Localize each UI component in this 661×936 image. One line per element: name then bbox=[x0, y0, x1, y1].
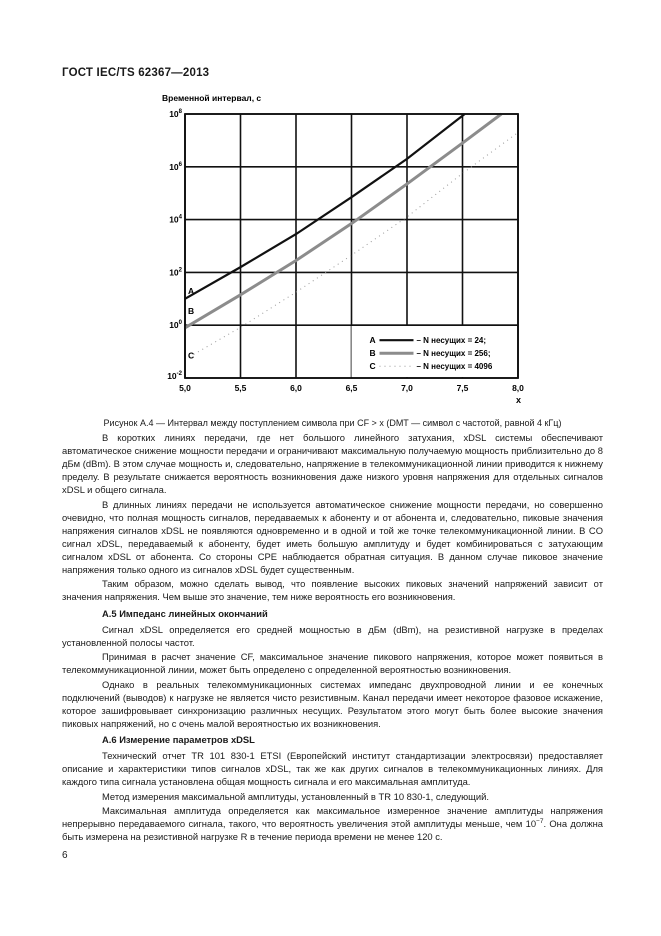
series-label-A: A bbox=[188, 285, 195, 296]
legend-key-C: C bbox=[369, 361, 376, 372]
legend-label-A: – N несущих = 24; bbox=[416, 336, 487, 346]
series-label-C: C bbox=[188, 350, 195, 361]
text: Максимальная амплитуда определяется как максимальное измеренное значение амплитуды напряжения непрерывно передаваемого сигнала, такого, что вероятность увеличения этой амплитуды меньше, чем 10 bbox=[62, 805, 603, 829]
x-tick-label: 6,5 bbox=[345, 383, 358, 393]
section-heading-a5: А.5 Импеданс линейных окончаний bbox=[102, 607, 268, 619]
paragraph: В коротких линиях передачи, где нет большого линейного затухания, xDSL системы обеспечивают автоматическое снижение мощности передачи и ограничивают максимальную получаемую мощность приблизительно до 8 дБм (dBm). В этом случае мощность и, следовательно, напряжение в телекоммуникационной линии приводится к нижнему пределу. В результате снижается вероятность возникновения даже низкого уровня напряжения для отдельных сигналов xDSL и общего сигнала. bbox=[62, 432, 603, 495]
y-tick-label: $10^2$ bbox=[169, 267, 182, 278]
y-tick-label: $10^0$ bbox=[169, 320, 182, 331]
text: . Она должна быть измерена на резистивной нагрузке R в течение периода времени не менее 120 с. bbox=[62, 818, 604, 842]
body-text bbox=[62, 431, 603, 862]
legend-key-A: A bbox=[369, 335, 376, 346]
x-tick-label: 5,0 bbox=[179, 383, 191, 393]
y-tick-label: $10^6$ bbox=[169, 161, 182, 172]
x-tick-label: 6,0 bbox=[290, 383, 302, 393]
series-line-A bbox=[185, 114, 465, 299]
legend-label-C: – N несущих = 4096 bbox=[416, 362, 493, 372]
series-label-B: B bbox=[188, 305, 195, 316]
legend-label-B: – N несущих = 256; bbox=[416, 349, 491, 359]
page-number: 6 bbox=[62, 850, 68, 861]
x-tick-label: 5,5 bbox=[234, 383, 247, 393]
paragraph: Технический отчет TR 101 830-1 ETSI (Европейский институт стандартизации электросвязи) предоставляет описание и характеристики типов сигналов xDSL, так же как других сигналов в телекоммуникационных линиях. Для каждого типа сигнала установлена общая мощность сигнала и его максимальная амплитуда. bbox=[62, 750, 603, 787]
x-tick-label: 7,0 bbox=[401, 383, 413, 393]
paragraph: Сигнал xDSL определяется его средней мощностью в дБм (dBm), на резистивной нагрузке в пределах установленной полосы частот. bbox=[62, 623, 603, 648]
series-line-B bbox=[185, 114, 501, 328]
document-header: ГОСТ IEC/TS 62367—2013 bbox=[62, 67, 210, 79]
y-tick-label: $10^{-2}$ bbox=[167, 371, 182, 381]
legend-key-B: B bbox=[369, 348, 376, 359]
exponent: −7 bbox=[536, 818, 544, 825]
paragraph: Метод измерения максимальной амплитуды, установленный в TR 10 830-1, следующий. bbox=[102, 790, 489, 802]
section-heading-a6: А.6 Измерение параметров xDSL bbox=[102, 734, 255, 745]
y-tick-label: $10^4$ bbox=[169, 214, 182, 225]
paragraph: Однако в реальных телекоммуникационных системах импеданс двухпроводной линии и ее конечных подключений (выводов) к нагрузке не является чисто резистивным. Канал передачи имеет некоторое фазовое искажение, которое зашифровывает синхронизацию различных несущих. Результатом этого могут быть более высокие значения пиковых напряжений, но с очень малой вероятностью их возникновения. bbox=[62, 678, 603, 729]
figure-caption: Рисунок А.4 — Интервал между поступлением символа при CF > x (DMT — символ с частотой, равной 4 кГц) bbox=[103, 418, 562, 428]
paragraph bbox=[62, 804, 603, 843]
chart bbox=[150, 85, 540, 407]
paragraph: Таким образом, можно сделать вывод, что появление высоких пиковых значений напряжений зависит от значения напряжения. Чем выше это значение, тем ниже вероятность его возникновения. bbox=[62, 578, 603, 602]
x-tick-label: 7,5 bbox=[456, 383, 469, 393]
paragraph: В длинных линиях передачи не используется автоматическое снижение мощности передачи, но совершенно очевидно, что полная мощность сигналов, передаваемых к абоненту и от абонента и, следовательно, пиковые значения напряжения сигналов xDSL не появляются одновременно и в одной и той же точке телекоммуникационной линии. В CO сигнал xDSL, передаваемый к абоненту, будет иметь большую амплитуду и будет комбинироваться с затухающим сигналом xDSL от абонента. Со стороны CPE наблюдается обратная ситуация. В данном случае пиковое значение напряжения только одного из сигналов xDSL будет существенным. bbox=[62, 498, 603, 575]
x-tick-label: 8,0 bbox=[512, 383, 524, 393]
x-axis-label: x bbox=[516, 395, 522, 405]
y-axis-label: Временной интервал, с bbox=[162, 93, 262, 103]
paragraph: Принимая в расчет значение CF, максимальное значение пикового напряжения, которое может появиться в телекоммуникационной линии, может быть определено с определенной вероятностью возникновения. bbox=[62, 651, 603, 675]
y-tick-label: $10^8$ bbox=[169, 109, 182, 119]
